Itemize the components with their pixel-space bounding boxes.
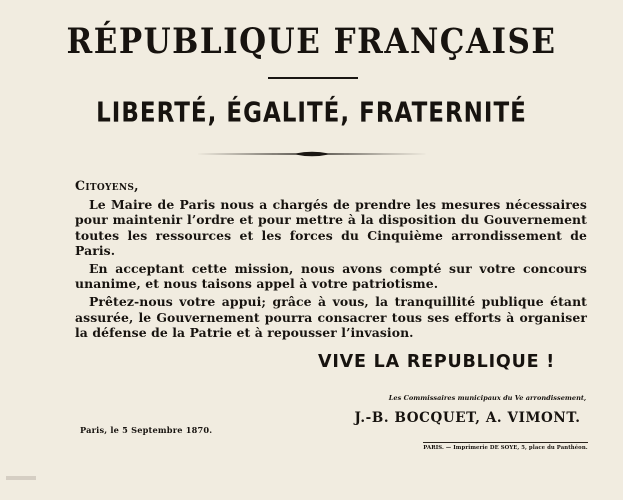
paragraph-3: Prêtez-nous votre appui; grâce à vous, la tranquillité publique étant assurée, le Gouvernement pourra consacrer tous ses efforts à organiser la défense de la Patrie et à repousser l’invasion. bbox=[75, 294, 587, 340]
ornament-rule bbox=[196, 149, 428, 159]
motto: LIBERTÉ, ÉGALITÉ, FRATERNITÉ bbox=[96, 97, 527, 129]
archive-stamp bbox=[6, 476, 36, 480]
dateline: Paris, le 5 Septembre 1870. bbox=[80, 425, 213, 435]
salutation: Citoyens, bbox=[75, 178, 139, 193]
commissioners-line: Les Commissaires municipaux du Ve arrondissement, bbox=[388, 394, 587, 402]
printer-rule bbox=[423, 442, 588, 443]
closing-exclamation: VIVE LA REPUBLIQUE ! bbox=[318, 352, 556, 372]
proclamation-body bbox=[75, 178, 587, 343]
title-rule bbox=[268, 77, 358, 79]
paragraph-2: En acceptant cette mission, nous avons compté sur votre concours unanime, et nous taisons appel à votre patriotisme. bbox=[75, 261, 587, 292]
printer-credit: PARIS. — Imprimerie DE SOYE, 5, place du Panthéon. bbox=[423, 445, 588, 451]
signatures: J.-B. BOCQUET, A. VIMONT. bbox=[354, 410, 581, 426]
poster-title: RÉPUBLIQUE FRANÇAISE bbox=[66, 21, 557, 63]
paragraph-1: Le Maire de Paris nous a chargés de prendre les mesures nécessaires pour maintenir l’ordre et pour mettre à la disposition du Gouvernement toutes les ressources et les forces du Cinquième arrondissement de Paris. bbox=[75, 197, 587, 258]
